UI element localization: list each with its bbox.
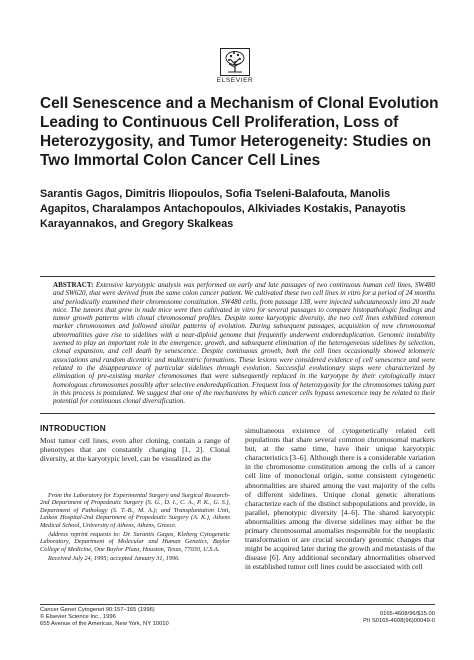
intro-paragraph-right: simultaneous existence of cytogenetically related cell populations that share several common chromosomal markers but, at the same time, have their unique karyotypic characteristics [3–6]. Although there is a considerable variation in the chromosome constitution among the cells of a cancer cell line of monoclonal origin, some consistent cytogenetic abnormalities are shared among the vast majority of the cells of different sidelines. Unique clonal genetic alterations characterize each of the distinct subpopulations and provide, in parallel, phenotypic diversity [4–6]. The shared karyotypic abnormalities among the diverse sidelines may either be the primary chromosomal anomalies responsible for the neoplastic transformation or are crucial secondary genomic changes that might be acquired later during the growth and metastasis of the disease [6]. Any additional secondary abnormalities observed in established tumor cell lines could be associated with cell bbox=[245, 426, 435, 572]
received-date-note: Received July 24, 1995; accepted January 31, 1996. bbox=[48, 555, 180, 563]
citation-line: Cancer Genet Cytogenet 90:157–165 (1996) bbox=[40, 607, 155, 613]
intro-paragraph-left: Most tumor cell lines, even after cloning, contain a range of phenotypes that are constantly changing [1, 2]. Clonal diversity, at the karyotypic level, can be visualized as the bbox=[40, 436, 230, 464]
introduction-heading: INTRODUCTION bbox=[40, 423, 107, 433]
pii-line: PII S0165-4608(96)00049-0 bbox=[363, 617, 435, 624]
abstract-text: Extensive karyotypic analysis was performed on early and late passages of two continuous human cell lines, SW480 and SW620, that were derived from the same colon cancer patient. We cultivated these two cell lines in vitro for a period of 24 months and periodically examined their chromosome constitution. SW480 cells, from passage 138, were injected subcutaneously into 20 nude mice. The tumors that grew in nude mice were then cultivated in vitro for several passages to compare histopathologic findings and tumor growth patterns with clonal chromosomal profiles. Despite some karyotypic diversity, the two cell lines exhibited common marker chromosomes and followed similar patterns of evolution. During subsequent passages, acquisition of new chromosomal abnormalities gave rise to sidelines with a near-diploid genome that frequently underwent endoreduplication. Genomic instability seemed to play an important role in the emergence, growth, and subsequent elimination of the heterogeneous sidelines by selection, clonal expansion, and cell death by senescence. Despite continuous growth, both the cell lines occasionally showed telomeric associations and random dicentric and multicentric formations. These lesions were considered evidence of cell senescence and were related to the disappearance of particular sidelines through evolution. Successful evolutionary steps were characterized by elimination of pre-existing marker chromosomes that were subsequently replaced in the karyotype by their cytologically intact homologous chromosomes possibly after selective endoreduplication. Frequent loss of heterozygosity for the chromosomes taking part in this process is postulated. We suggest that one of the mechanisms by which cancer cells bypass senescence may be related to their potential for continuous clonal diversification. bbox=[53, 281, 435, 406]
publisher-logo bbox=[208, 48, 262, 84]
reprint-address-note: Address reprint requests to: Dr. Sarantis Gagos, Kleberg Cytogenetic Laboratory, Department of Molecular and Human Genetics, Baylor College of Medicine, One Baylor Plaza, Houston, Texas, 77030, U.S.A. bbox=[40, 531, 230, 553]
elsevier-tree-icon bbox=[220, 48, 250, 76]
author-list: Sarantis Gagos, Dimitris Iliopoulos, Sofia Tseleni-Balafouta, Manolis Agapitos, Charalampos Antachopoulos, Alkiviades Kostakis, Panayotis Karayannakos, and Gregory Skalkeas bbox=[40, 188, 406, 231]
footer-divider bbox=[40, 604, 435, 605]
abstract bbox=[53, 281, 435, 405]
abstract-label: ABSTRACT: bbox=[53, 281, 94, 289]
article-title: Cell Senescence and a Mechanism of Clonal Evolution Leading to Continuous Cell Proliferation, Loss of Heterozygosity, and Tumor Heterogeneity: Studies on Two Immortal Colon Cancer Cell Lines bbox=[40, 95, 439, 169]
affiliation-note: From the Laboratory for Experimental Surgery and Surgical Research-2nd Department of Propedeutic Surgery (S. G., D. I., C. A., P. K., G. S.), Department of Pathology (S. T.-B., M. A.); and Transplantation Unit, Laikon Hospital-2nd Department of Propedeutic Surgery (A. K.), Athens Medical School, University of Athens, Athens, Greece. bbox=[40, 492, 230, 529]
copyright-line: © Elsevier Science Inc., 1996 bbox=[40, 613, 116, 620]
affiliation-notes bbox=[40, 492, 230, 565]
publisher-address-line: 655 Avenue of the Americas, New York, NY 10010 bbox=[40, 620, 169, 627]
journal-citation bbox=[40, 607, 280, 627]
publisher-name: ELSEVIER bbox=[216, 77, 254, 84]
issn-price-line: 0165-4608/96/$15.00 bbox=[379, 611, 435, 617]
article-identifiers bbox=[337, 611, 435, 625]
